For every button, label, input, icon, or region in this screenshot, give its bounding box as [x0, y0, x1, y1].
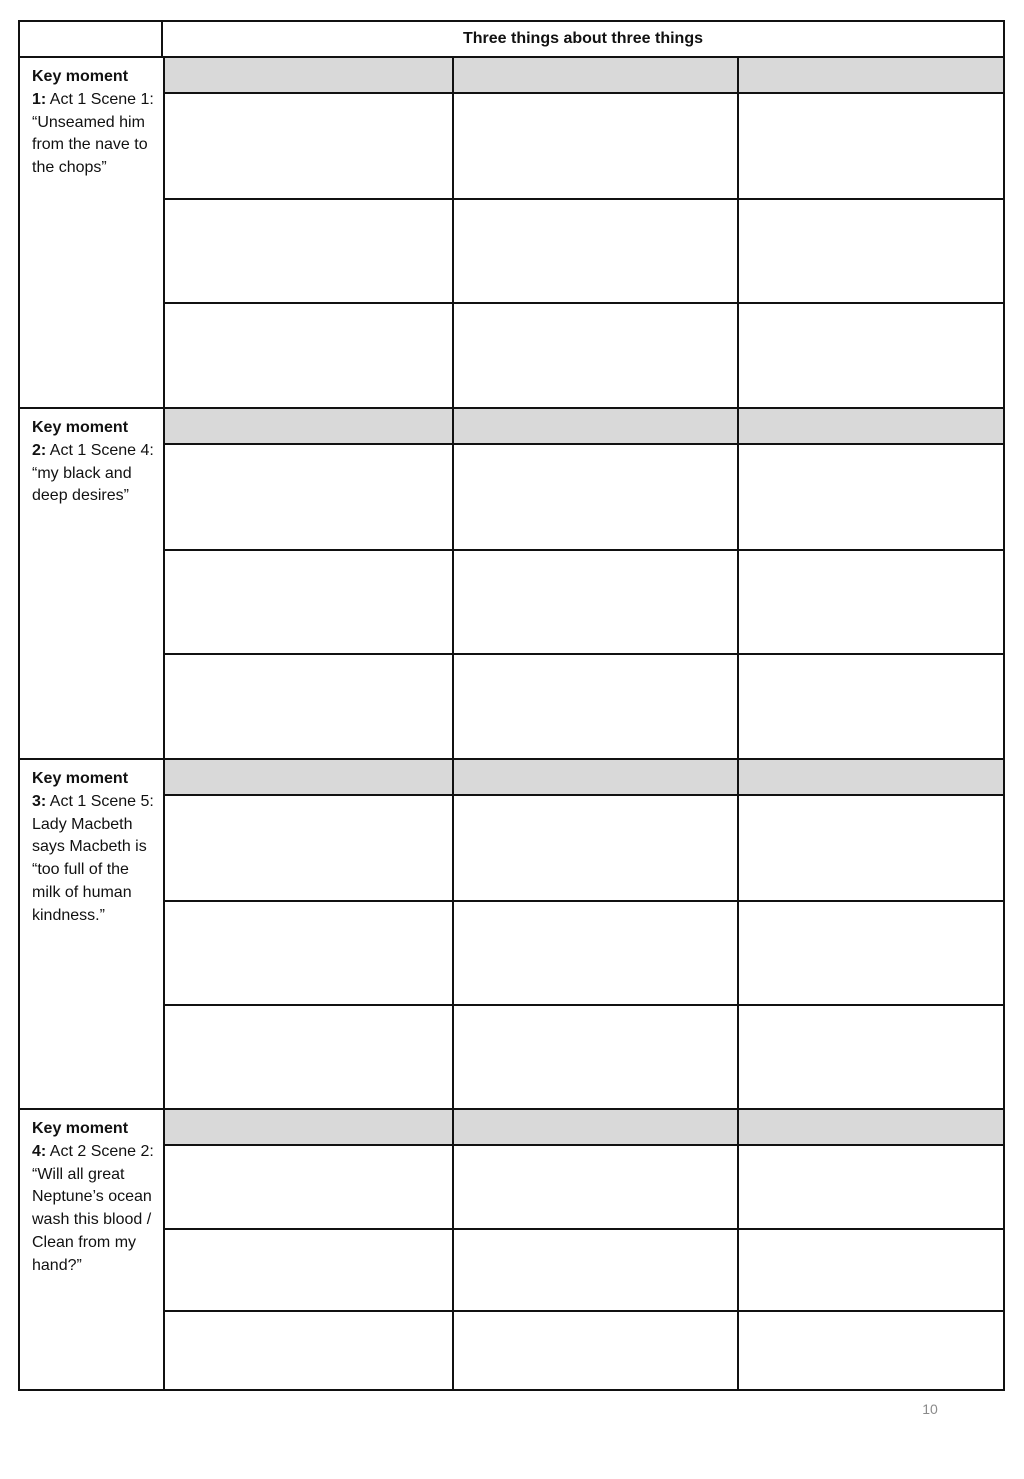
grid-line	[165, 1310, 1003, 1312]
key-moment-3-grid	[165, 760, 1003, 1108]
answer-cell[interactable]	[739, 1312, 1003, 1389]
key-moment-3-description: Act 1 Scene 5: Lady Macbeth says Macbeth is “too full of the milk of human kindness.”	[32, 792, 154, 924]
answer-cell[interactable]	[739, 655, 1003, 758]
answer-cell[interactable]	[165, 1006, 452, 1108]
grid-line	[452, 1110, 454, 1389]
grid-line	[165, 549, 1003, 551]
header-corner-cell	[20, 22, 163, 56]
answer-cell[interactable]	[165, 655, 452, 758]
grid-line	[452, 58, 454, 407]
grid-line	[737, 409, 739, 758]
answer-cell[interactable]	[454, 304, 737, 407]
key-moment-1-description: Act 1 Scene 1: “Unseamed him from the nave to the chops”	[32, 90, 154, 177]
table-title: Three things about three things	[462, 30, 703, 47]
key-moment-4-shaded-row	[165, 1110, 1003, 1146]
answer-cell[interactable]	[739, 551, 1003, 653]
answer-cell[interactable]	[165, 96, 452, 198]
answer-cell[interactable]	[165, 447, 452, 549]
grid-line	[165, 198, 1003, 200]
grid-line	[165, 900, 1003, 902]
answer-cell[interactable]	[739, 200, 1003, 302]
answer-cell[interactable]	[165, 304, 452, 407]
key-moment-3-number: 3:	[32, 792, 47, 810]
grid-line	[452, 760, 454, 1108]
answer-cell[interactable]	[165, 551, 452, 653]
key-moment-2-heading: Key moment	[32, 419, 129, 436]
answer-cell[interactable]	[739, 304, 1003, 407]
grid-line	[165, 1228, 1003, 1230]
grid-line	[737, 760, 739, 1108]
table-header-row	[20, 22, 1003, 58]
key-moment-4-label	[20, 1110, 165, 1389]
grid-line	[737, 58, 739, 407]
answer-cell[interactable]	[454, 447, 737, 549]
answer-cell[interactable]	[165, 1230, 452, 1310]
answer-cell[interactable]	[454, 655, 737, 758]
answer-cell[interactable]	[739, 1148, 1003, 1228]
answer-cell[interactable]	[739, 902, 1003, 1004]
answer-cell[interactable]	[165, 200, 452, 302]
key-moment-1-grid	[165, 58, 1003, 407]
key-moment-2-grid	[165, 409, 1003, 758]
answer-cell[interactable]	[454, 551, 737, 653]
key-moment-2-description: Act 1 Scene 4: “my black and deep desires”	[32, 441, 154, 505]
page-number: 10	[922, 1401, 938, 1417]
grid-line	[165, 1004, 1003, 1006]
key-moment-1-shaded-row	[165, 58, 1003, 94]
answer-cell[interactable]	[454, 200, 737, 302]
key-moment-1	[20, 58, 1003, 409]
key-moment-3-label	[20, 760, 165, 1108]
answer-cell[interactable]	[454, 798, 737, 900]
answer-cell[interactable]	[739, 798, 1003, 900]
worksheet-table	[18, 20, 1005, 1391]
grid-line	[165, 302, 1003, 304]
key-moment-4-description: Act 2 Scene 2: “Will all great Neptune’s ocean wash this blood / Clean from my hand?”	[32, 1142, 154, 1274]
key-moment-2-shaded-row	[165, 409, 1003, 445]
key-moment-2-label	[20, 409, 165, 758]
answer-cell[interactable]	[454, 1312, 737, 1389]
answer-cell[interactable]	[454, 1230, 737, 1310]
key-moment-4-heading: Key moment	[32, 1120, 129, 1137]
answer-cell[interactable]	[739, 447, 1003, 549]
key-moment-3	[20, 760, 1003, 1110]
key-moment-1-heading: Key moment	[32, 68, 129, 85]
key-moment-4	[20, 1110, 1003, 1389]
answer-cell[interactable]	[165, 1312, 452, 1389]
key-moment-3-shaded-row	[165, 760, 1003, 796]
answer-cell[interactable]	[165, 798, 452, 900]
grid-line	[737, 1110, 739, 1389]
key-moment-4-number: 4:	[32, 1142, 47, 1160]
answer-cell[interactable]	[739, 1006, 1003, 1108]
answer-cell[interactable]	[165, 1148, 452, 1228]
key-moment-2-number: 2:	[32, 441, 47, 459]
grid-line	[452, 409, 454, 758]
answer-cell[interactable]	[454, 1006, 737, 1108]
answer-cell[interactable]	[454, 96, 737, 198]
answer-cell[interactable]	[454, 1148, 737, 1228]
answer-cell[interactable]	[739, 96, 1003, 198]
key-moment-1-label	[20, 58, 165, 407]
key-moment-1-number: 1:	[32, 90, 47, 108]
key-moment-2	[20, 409, 1003, 760]
answer-cell[interactable]	[739, 1230, 1003, 1310]
grid-line	[165, 653, 1003, 655]
key-moment-4-grid	[165, 1110, 1003, 1389]
answer-cell[interactable]	[454, 902, 737, 1004]
answer-cell[interactable]	[165, 902, 452, 1004]
key-moment-3-heading: Key moment	[32, 770, 129, 787]
